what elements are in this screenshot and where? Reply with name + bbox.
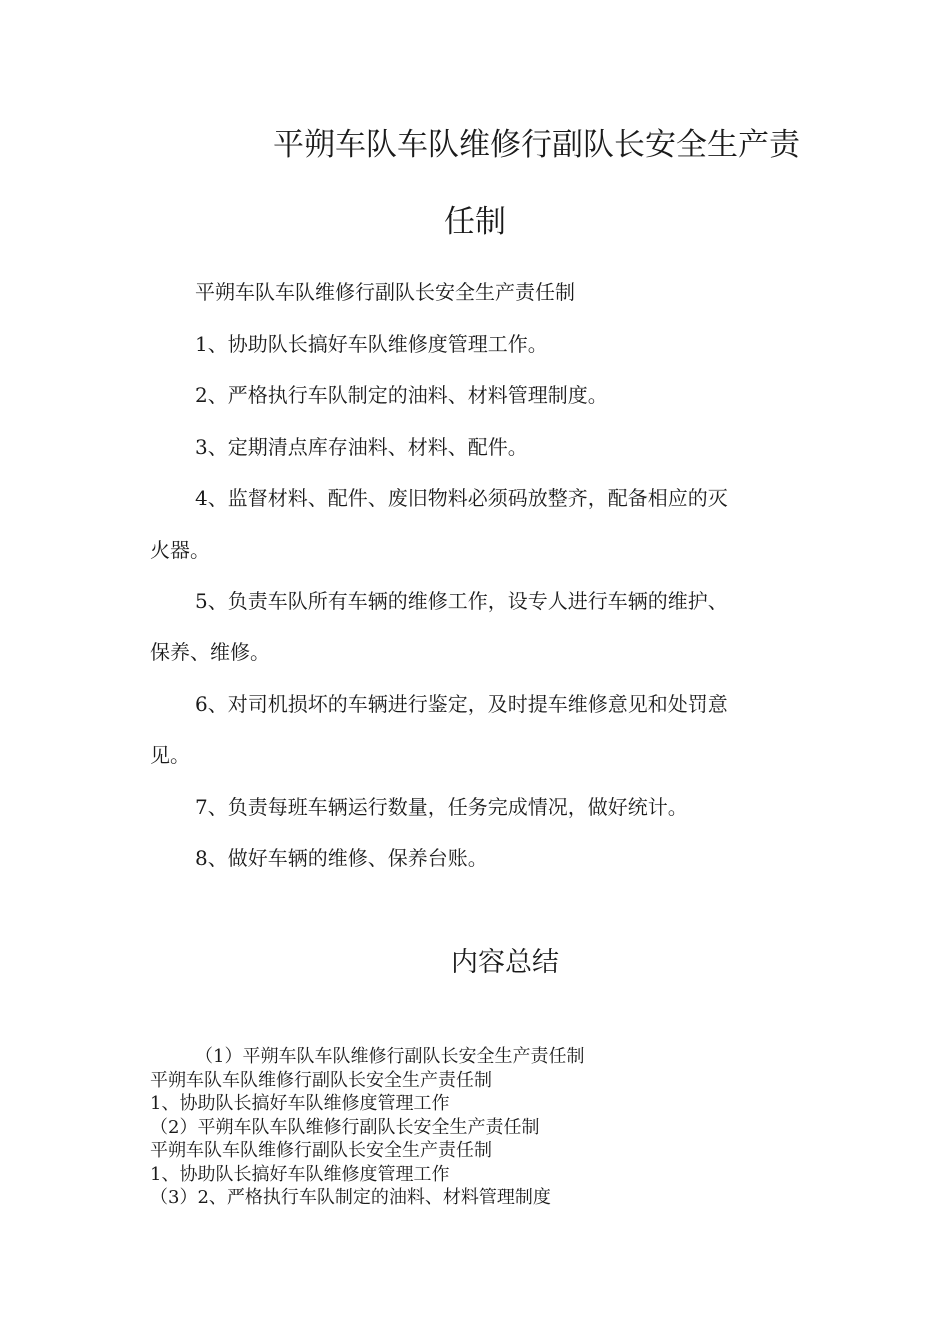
summary-line-7: （3）2、严格执行车队制定的油料、材料管理制度: [150, 1187, 551, 1208]
paragraph-item-2: 2、严格执行车队制定的油料、材料管理制度。: [195, 383, 608, 407]
paragraph-heading: 平朔车队车队维修行副队长安全生产责任制: [195, 280, 575, 304]
summary-block: [150, 1045, 850, 1210]
summary-line-5: 平朔车队车队维修行副队长安全生产责任制: [150, 1140, 492, 1161]
paragraph-item-8: 8、做好车辆的维修、保养台账。: [195, 846, 488, 870]
paragraph-item-4-cont: 火器。: [150, 538, 210, 562]
paragraph-item-1: 1、协助队长搞好车队维修度管理工作。: [195, 332, 548, 356]
document-title-line-2: 任制: [444, 204, 506, 240]
summary-line-1: （1）平朔车队车队维修行副队长安全生产责任制: [195, 1046, 585, 1067]
paragraph-item-6-cont: 见。: [150, 743, 190, 767]
paragraph-item-7: 7、负责每班车辆运行数量，任务完成情况，做好统计。: [195, 795, 688, 819]
paragraph-item-5-cont: 保养、维修。: [150, 640, 270, 664]
paragraph-item-5: 5、负责车队所有车辆的维修工作，设专人进行车辆的维护、: [195, 589, 728, 613]
document-title-line-1: 平朔车队车队维修行副队长安全生产责: [273, 127, 800, 163]
summary-line-2: 平朔车队车队维修行副队长安全生产责任制: [150, 1069, 492, 1091]
summary-line-3: 1、协助队长搞好车队维修度管理工作: [150, 1093, 450, 1114]
summary-line-6: 1、协助队长搞好车队维修度管理工作: [150, 1163, 450, 1185]
paragraph-item-6: 6、对司机损坏的车辆进行鉴定，及时提车维修意见和处罚意: [195, 692, 728, 716]
paragraph-item-4: 4、监督材料、配件、废旧物料必须码放整齐，配备相应的灭: [195, 486, 728, 510]
summary-title: 内容总结: [451, 947, 559, 978]
paragraph-item-3: 3、定期清点库存油料、材料、配件。: [195, 435, 528, 459]
summary-line-4: （2）平朔车队车队维修行副队长安全生产责任制: [150, 1116, 540, 1138]
